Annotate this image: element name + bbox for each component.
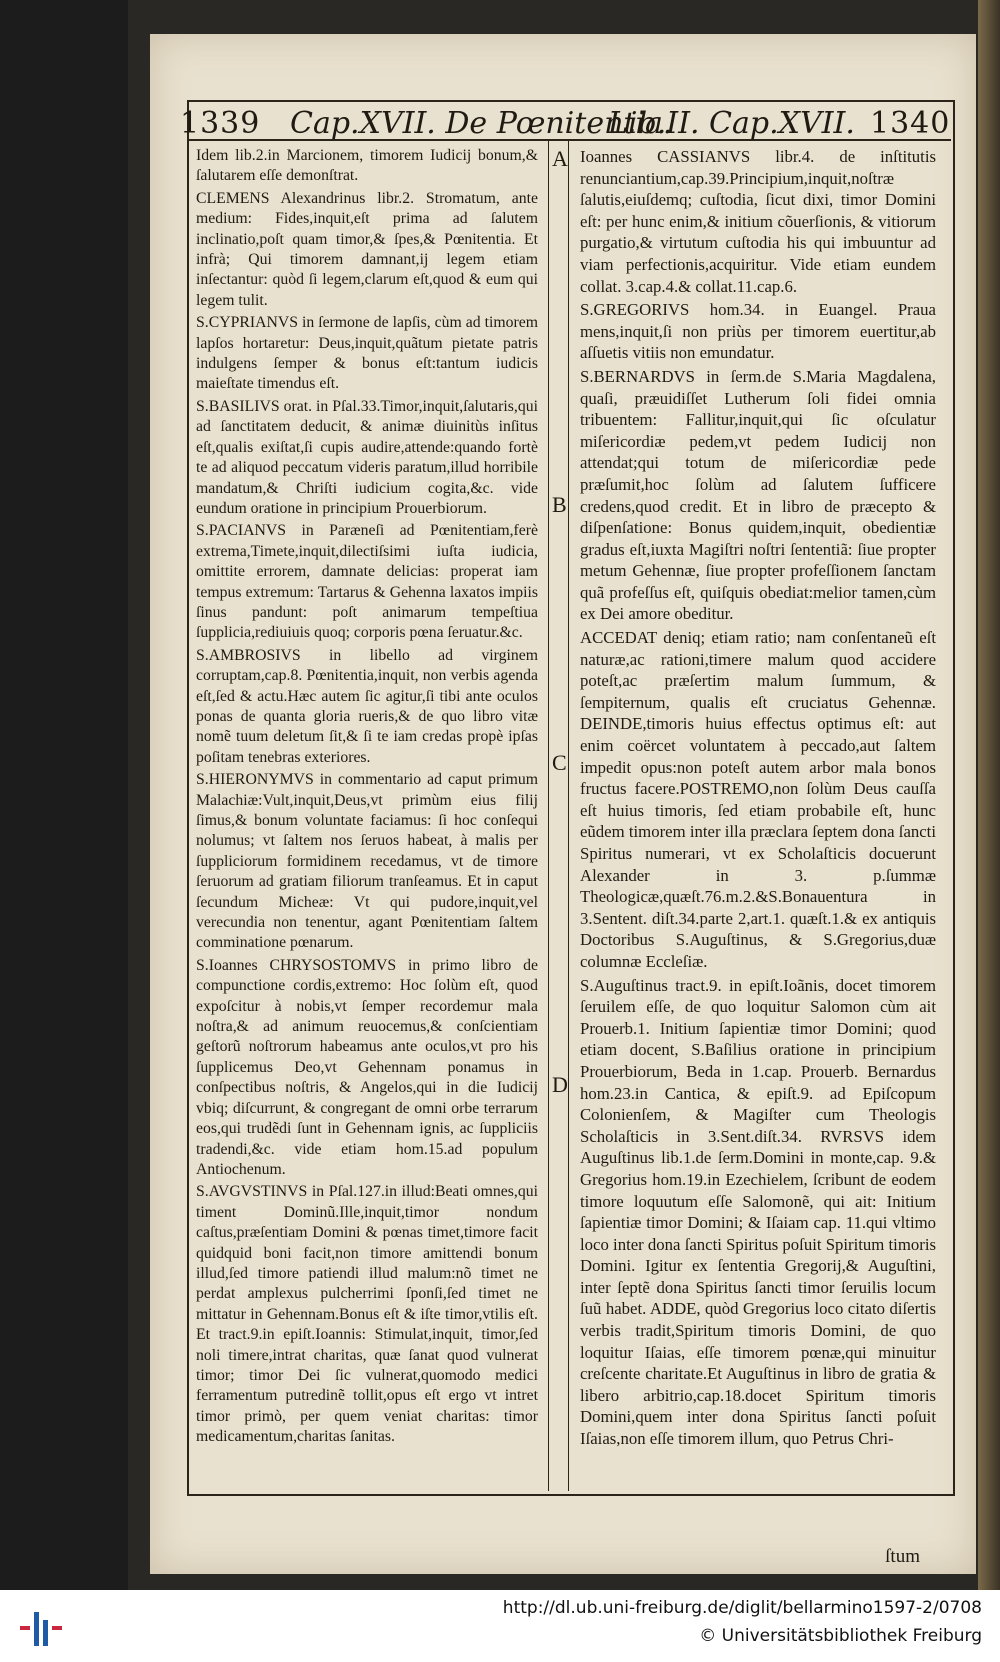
- paragraph: S.CYPRIANVS in ſermone de lapſis, cùm ad timorem lapſos hortaretur: Deus,inquit,quãtum pietate patris indulgens ſemper & bonus eſt:tantum iudicis maieſtate timendus eſt.: [196, 314, 538, 393]
- column-rule-left: [548, 141, 549, 1491]
- catchword: ſtum: [885, 1546, 920, 1567]
- margin-letter-d: D: [552, 1072, 568, 1097]
- paragraph: S.BERNARDVS in ſerm.de S.Maria Magdalena, quaſi, præuidiſſet Lutherum ſoli fidei omnia tribuentem: Fallitur,inquit,qui ſic oſculatur miſericordiæ pedem,vt pedem Iudicij non attendat;qui totum de miſericordiæ pede præſumit,hoc ſolùm ad ſalutem ſufficere credens,quod credit. Et in libro de præcepto & diſpenſatione: Bonus quidem,inquit, obedientiæ gradus eſt,iuxta Magiſtri noſtri ſententiã: ſiue propter metum Gehennæ, ſiue propter profeſſionem ſanctam quã profeſſus eſt, quiſquis obediat:melior tamen,cùm ex Dei amore obeditur.: [580, 366, 936, 624]
- copyright-notice: © Universitätsbibliothek Freiburg: [699, 1626, 982, 1646]
- paragraph: S.AMBROSIVS in libello ad virginem corruptam,cap.8. Pœnitentia,inquit, non verbis agenda eſt,ſed & actu.Hæc autem ſic agitur,ſi tibi ante oculos ponas de quanta gloria rueris,& de quo libro vitæ nomẽ tuum deletum ſit,& ſi te iam credas propè ipſas poſitam tenebras exteriores.: [196, 646, 538, 766]
- left-page-number: 1339: [180, 106, 261, 141]
- running-title-right: Lib.II. Cap.XVII.: [608, 106, 855, 141]
- margin-letter-c: C: [552, 750, 567, 775]
- column-rule-right: [568, 141, 569, 1491]
- paragraph: S.HIERONYMVS in commentario ad caput primum Malachiæ:Vult,inquit,Deus,vt primùm eius filij ſimus,& bonum voluntate faciamus: ſi hoc conſequi nolumus; vt ſaltem nos ſeruos habeat, à malis per ſuppliciorum formidinem recedamus, vt de timore ſeruorum ad gratiam filiorum tranſeamus. Et in caput ſecundum Micheæ: Vt qui pudore,inquit,vel verecundia non tenentur, agant Pœnitentiam ſaltem comminatione pœnarum.: [196, 771, 538, 952]
- paragraph: S.GREGORIVS hom.34. in Euangel. Praua mens,inquit,ſi non priùs per timorem euertitur,ab aſſuetis vitiis non emundatur.: [580, 300, 936, 363]
- paragraph: S.AVGVSTINVS in Pſal.127.in illud:Beati omnes,qui timent Dominũ.Ille,inquit,timor nondum caſtus,præſentiam Domini & pœnas timet,timore facit quidquid boni facit,non timore amittendi bonum illud,ſed timore patiendi illud malum:nõ timet ne perdat amplexus pulcherrimi ſponſi,ſed timet ne mittatur in Gehennam.Bonus eſt & iſte timor,vtilis eſt. Et tract.9.in epiſt.Ioannis: Stimulat,inquit, timor,ſed noli timere,intrat charitas, quæ ſanat quod vulnerat timor; timor Dei ſic vulnerat,quomodo medici ferramentum putredinẽ tollit,opus eſt ergo vt intret timor primò, per quem veniat charitas: timor medicamentum,charitas ſanitas.: [196, 1183, 538, 1446]
- paragraph: Idem lib.2.in Marcionem, timorem Iudicij bonum,& ſalutarem eſſe demonſtrat.: [196, 147, 538, 185]
- book-spine-edge: [978, 0, 1000, 1590]
- paragraph: CLEMENS Alexandrinus libr.2. Stromatum, ante medium: Fides,inquit,eſt prima ad ſalutem inclinatio,poſt quam timor,& ſpes,& Pœnitentia. Et infrà; Qui timorem damnant,ij legem etiam inſectantur: quòd ſi legem,clarum eſt,quod & eum qui legem tulit.: [196, 189, 538, 309]
- paragraph: S.PACIANVS in Paræneſi ad Pœnitentiam,ferè extrema,Timete,inquit,dilectiſsimi iuſta iudicia, omittite errorem, damnate delicias: properat iam tempus extremum: Tartarus & Gehenna laxatos impiis ſinus pandunt: poſt animarum tempeſtiua ſupplicia,rediuiuis quoq; corporis pœna ſeruatur.&c.: [196, 522, 538, 642]
- viewer-footer: [0, 1590, 1000, 1662]
- paragraph: ACCEDAT deniq; etiam ratio; nam conſentaneũ eſt naturæ,ac rationi,timere malum quod accidere poteſt,ac præſertim malum ſummum, & ſempiternum, qualis eſt cruciatus Gehennæ. DEINDE,timoris huius effectus optimus eſt: aut enim coërcet voluntatem à peccado,aut ſaltem impedit opus:non poteſt autem arbor mala bonos fructus facere.POSTREMO,non ſolùm Deus cauſſa eſt huius timoris, ſed etiam probabile eſt, hunc eũdem timorem inter illa præclara ſeptem dona ſancti Spiritus numerari, vt ex Scholaſticis docuerunt Alexander in 3. p.ſummæ Theologicæ,quæſt.76.m.2.&S.Bonauentura in 3.Sentent. diſt.34.parte 2,art.1. quæſt.1.& ex antiquis Doctoribus S.Auguſtinus, & S.Gregorius,duæ columnæ Eccleſiæ.: [580, 628, 936, 971]
- paragraph: Ioannes CASSIANVS libr.4. de inſtitutis renunciantium,cap.39.Principium,inquit,noſtræ ſalutis,eiuſdemq; cuſtodia, ſicut dixi, timor Domini eſt: per hunc enim,& initium cõuerſionis, & vitiorum purgatio,& virtutum cuſtodia his qui imbuuntur ad viam perfectionis,acquiritur. Vide etiam eundem collat. 3.cap.4.& collat.11.cap.6.: [580, 147, 936, 296]
- book-page: [150, 34, 976, 1574]
- paragraph: S.BASILIVS orat. in Pſal.33.Timor,inquit,ſalutaris,qui ad ſanctitatem deducit, & animæ diuinitùs inſitus eſt,qualis exiſtat,ſi cupis audire,attende:quando fortè te ad aliquod peccatum videris paratum,illud horribile mandatum,& Chriſti iudicium cogita,&c. vide eundum oratione in principium Prouerbiorum.: [196, 397, 538, 517]
- margin-letter-a: A: [552, 146, 568, 171]
- permalink-url[interactable]: http://dl.ub.uni-freiburg.de/diglit/bellarmino1597-2/0708: [502, 1598, 982, 1618]
- paragraph: S.Ioannes CHRYSOSTOMVS in primo libro de compunctione cordis,extremo: Hoc ſolùm eſt, quod expoſcitur à nobis,vt ſemper recordemur mala noſtra,& ad animum reuocemus,& conſcientiam geſtorũ noſtrorum habeamus ante oculos,vt pro his ſupplicemus Deo,vt Gehennam ponamus in conſpectibus noſtris, & Angelos,qui in die Iudicij vbiq; diſcurrunt, & congregant de omni orbe terrarum eos,qui trudẽdi ſunt in Gehennam ignis, ac ſuppliciis tradendi,&c. vide etiam hom.15.ad populum Antiochenum.: [196, 956, 538, 1178]
- paragraph: S.Auguſtinus tract.9. in epiſt.Ioãnis, docet timorem ſeruilem eſſe, de quo loquitur Salomon cùm ait Prouerb.1. Initium ſapientiæ timor Domini; quod etiam docent, S.Baſilius oratione in principium Prouerbiorum, Beda in 1.cap. Prouerb. Bernardus hom.23.in Cantica, & epiſt.9. ad Epiſcopum Colonienſem, & Magiſter cum Theologis Scholaſticis in 3.Sent.diſt.34. RVRSVS idem Auguſtinus lib.1.de ſerm.Domini in monte,cap. 9.& Gregorius hom.19.in Ezechielem, ſcribunt de eodem timore loquutum eſſe Salomonẽ, qui ait: Initium ſapientiæ timor Domini; & Iſaiam cap. 11.qui vltimo loco inter dona ſancti Spiritus poſuit Spiritum timoris Domini. Igitur ex ſententia Gregorij,& Auguſtini, inter ſeptẽ dona Spiritus ſancti timor ſeruilis locum ſuũ habet. ADDE, quòd Gregorius loco citato diſertis verbis tradit,Spiritum timoris Domini, de quo loquitur Iſaias, eſſe timorem pœnæ,qui minuitur creſcente charitate.Et Auguſtinus in libro de gratia & libero arbitrio,cap.18.docet Spiritum timoris Domini,quem inter dona Spiritus ſancti poſuit Iſaias,non eſſe timorem illum, quo Petrus Chri-: [580, 975, 936, 1449]
- right-text-column: [580, 146, 936, 1452]
- margin-letter-b: B: [552, 492, 567, 517]
- left-text-column: [196, 146, 538, 1450]
- running-title-left: Cap.XVII. De Pœnitentia.: [290, 106, 673, 141]
- ub-freiburg-logo-icon: [18, 1606, 68, 1650]
- right-page-number: 1340: [870, 106, 951, 141]
